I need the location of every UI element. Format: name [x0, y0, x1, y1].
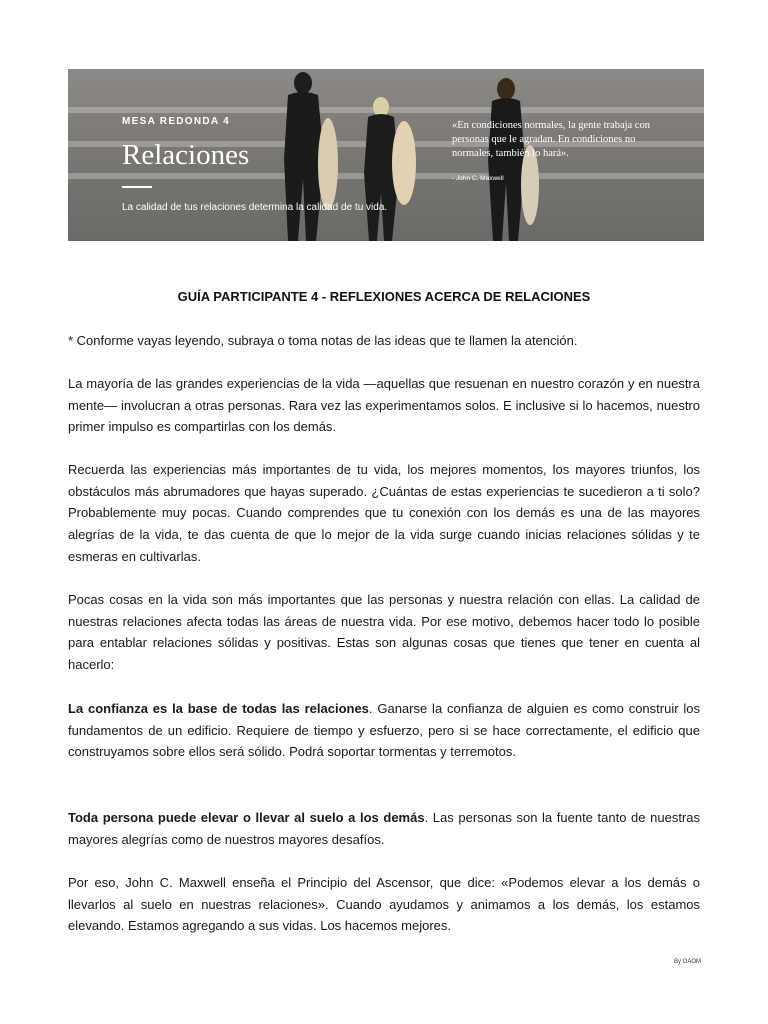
body-paragraph	[68, 807, 700, 850]
banner-quote-author: - John C. Maxwell	[452, 175, 504, 182]
footer-credit: By OAOM	[673, 959, 701, 965]
body-paragraph: La mayoría de las grandes experiencias de la vida —aquellas que resuenan en nuestro corazón y en nuestra mente— involucran a otras personas. Rara vez las experimentamos solos. E inclusive si lo hacemos, nuestro primer impulso es compartirlas con los demás.	[68, 376, 700, 435]
paragraph-text: . Las personas son la fuente tanto de nuestras mayores alegrías como de nuestros mayores desafíos.	[68, 810, 700, 847]
page-title: GUÍA PARTICIPANTE 4 - REFLEXIONES ACERCA DE RELACIONES	[177, 289, 591, 304]
banner-label: MESA REDONDA 4	[122, 116, 231, 127]
bold-statement: La confianza es la base de todas las relaciones	[68, 701, 369, 716]
body-paragraph	[68, 698, 700, 763]
banner-quote: «En condiciones normales, la gente trabaja con personas que le agradan. En condiciones no normales, también lo hará».	[452, 120, 650, 159]
banner-title: Relaciones	[122, 139, 250, 171]
instruction-paragraph: * Conforme vayas leyendo, subraya o toma notas de las ideas que te llamen la atención.	[68, 333, 578, 348]
header-banner	[68, 69, 704, 241]
surfer-silhouette	[258, 69, 348, 241]
body-paragraph: Por eso, John C. Maxwell enseña el Principio del Ascensor, que dice: «Podemos elevar a los demás o llevarlos al suelo en nuestras relaciones». Cuando ayudamos y animamos a los demás, los estamos elevando. Estamos agregando a sus vidas. Los hacemos mejores.	[68, 875, 700, 934]
surfer-silhouette	[346, 93, 426, 241]
body-paragraph: Recuerda las experiencias más importantes de tu vida, los mejores momentos, los mayores triunfos, los obstáculos más abrumadores que hayas superado. ¿Cuántas de estas experiencias te sucedieron a ti solo? Probablemente muy pocas. Cuando comprendes que tu conexión con los demás es una de las mayores alegrías de la vida, te das cuenta de que lo mejor de la vida surge cuando inicias relaciones sólidas y te esmeras en cultivarlas.	[68, 462, 700, 564]
bold-statement: Toda persona puede elevar o llevar al suelo a los demás	[68, 810, 425, 825]
body-paragraph: Pocas cosas en la vida son más importantes que las personas y nuestra relación con ellas. La calidad de nuestras relaciones afecta todas las áreas de nuestra vida. Por ese motivo, debemos hacer todo lo posible para entablar relaciones sólidas y positivas. Estas son algunas cosas que tienes que tener en cuenta al hacerlo:	[68, 592, 700, 673]
paragraph-text: . Ganarse la confianza de alguien es como construir los fundamentos de un edificio. Requiere de tiempo y esfuerzo, pero si se hace correctamente, el edificio que construyamos sobre ellos será sólido. Podrá soportar tormentas y terremotos.	[68, 701, 700, 760]
divider	[122, 186, 152, 188]
banner-tagline: La calidad de tus relaciones determina la calidad de tu vida.	[122, 202, 388, 213]
